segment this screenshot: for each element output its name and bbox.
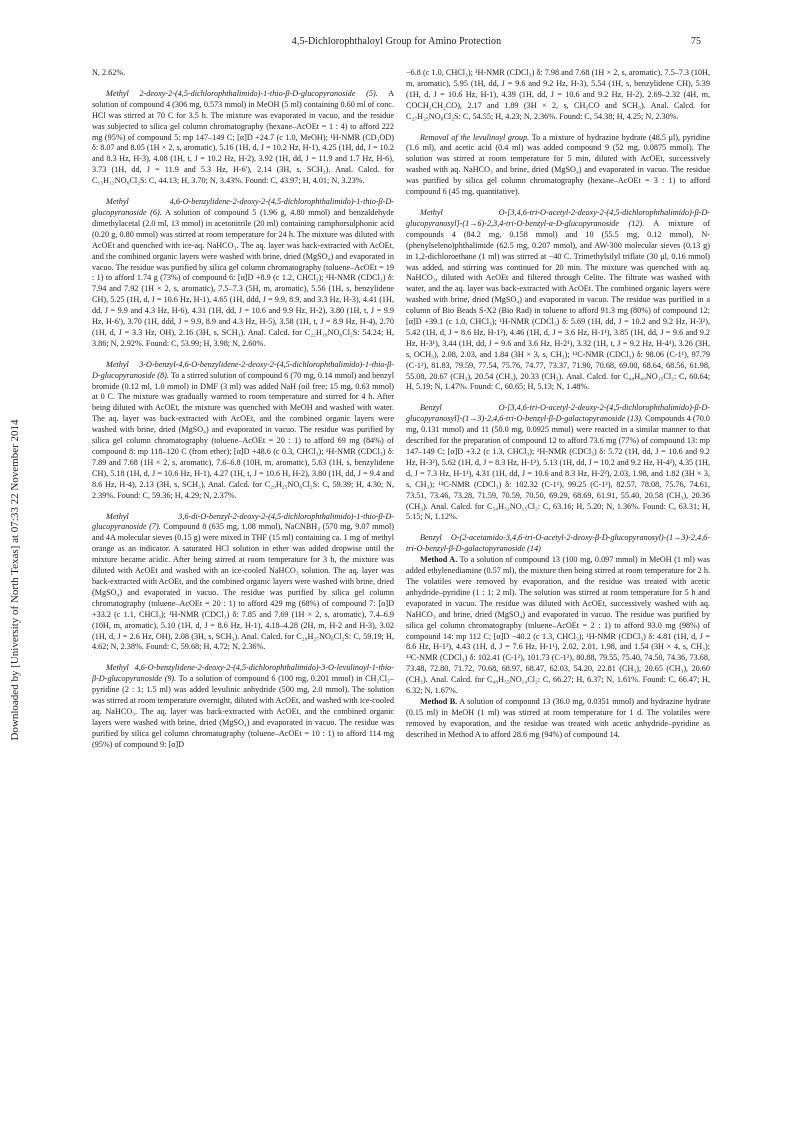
right-column [406, 68, 710, 741]
entry-body: To a solution of compound 13 (100 mg, 0.097 mmol) in MeOH (1 ml) was added ethylenediamine (0.57 ml), the mixture then being stirred at room temperature for 2 h. The volatiles were removed by evaporation, and the residue was treated with acetic anhydride–pyridine (1 : 1; 2 ml). The solution was stirred at room temperature for 5 h and evaporated in vacuo. The residue was diluted with AcOEt, successively washed with aq. NaHCO₃ and brine, dried (MgSO₄) and evaporated in vacuo. The residue was purified by silica gel column chromatography (toluene–AcOEt = 2 : 1) to afford 93.0 mg (98%) of compound 14: mp 112 C; [α]D −40.2 (c 1.3, CHCl₃); ¹H-NMR (CDCl₃) δ: 4.81 (1H, d, J = 8.6 Hz, H-1²), 4.43 (1H, d, J = 7.6 Hz, H-1¹), 2.02, 2.01, 1.98, and 1.54 (3H × 4, s, CH₃); ¹³C-NMR (CDCl₃) δ: 102.41 (C-1²), 101.73 (C-1²), 80.88, 79.55, 75.40, 74.50, 74.36, 73.68, 73.48, 72.80, 71.72, 70.68, 68.97, 68.47, 62.03, 54.20, 22.81 (CH₃), 20.65 (CH₃), 20.60 (CH₃). Anal. Calcd. for C₄₈H₅₅NO₁₄Cl₂: C, 66.27; H, 6.37; N, 1.61%. Found: C, 66.47; H, 6.32; N, 1.67%. [406, 555, 710, 696]
entry-body: A solution of compound 4 (306 mg, 0.573 mmol) in MeOH (5 ml) containing 0.60 ml of conc. HCl was stirred at 70 C for 3.5 h. The mixture was evaporated in vacuo, and the residue was subjected to silica gel column chromatography (hexane–AcOEt = 1 : 4) to afford 222 mg (95%) of compound 5: mp 147–149 C; [α]D +24.7 (c 1.0, MeOH); ¹H-NMR (CD₃OD) δ: 8.07 and 8.05 (1H × 2, s, aromatic), 5.16 (1H, d, J = 10.2 Hz, H-1), 4.25 (1H, dd, J = 10.2 and 8.3 Hz, H-3), 4.08 (1H, t, J = 10.2 Hz, H-2), 3.92 (1H, dd, J = 11.9 and 1.7 Hz, H-6), 3.73 (1H, dd, J = 11.9 and 5.3 Hz, H-6'), 2.14 (3H, s, SCH₃). Anal. Calcd. for C₁₅H₁₅NO₆Cl₂S: C, 44.13; H, 3.70; N, 3.43%. Found: C, 43.97; H, 4.01; N, 3.23%. [92, 88, 394, 186]
entry-title: Benzyl O-(2-acetamido-3,4,6-tri-O-acetyl-2-deoxy-β-D-glucopyranosyl)-(1→3)-2,4,6-tri-O-benzyl-β-D-galactopyranoside (14) [406, 533, 710, 554]
left-column [92, 68, 394, 751]
compound-entry [406, 208, 710, 393]
compound-entry [92, 89, 394, 187]
entry-title: Removal of the levulinoyl group. [420, 132, 530, 142]
entry-title: Methyl 4,6-O-benzylidene-2-deoxy-2-(4,5-dichlorophthalimido)-3-O-levulinoyl-1-thio-β-D-glucopyranoside (9). [92, 663, 394, 684]
compound-entry [406, 403, 710, 523]
entry-title: Methyl 2-deoxy-2-(4,5-dichlorophthalimido)-1-thio-β-D-glucopyranoside (5). [106, 88, 378, 98]
entry-title: Benzyl O-[3,4,6-tri-O-acetyl-2-deoxy-2-(4,5-dichlorophthalimido)-β-D-glucopyranosyl]-(1→3)-2,4,6-tri-O-benzyl-β-D-galactopyranoside (13). [406, 403, 710, 424]
entry-title: Methyl 3-O-benzyl-4,6-O-benzylidene-2-deoxy-2-(4,5-dichlorophthalimido)-1-thio-β-D-glucopyranoside (8). [92, 359, 394, 380]
paragraph [92, 68, 394, 79]
entry-title: Methyl 3,6-di-O-benzyl-2-deoxy-2-(4,5-dichlorophthalimido)-1-thio-β-D-glucopyranoside (7). [92, 511, 394, 532]
entry-body: Compounds 4 (70.0 mg, 0.131 mmol) and 11 (50.0 mg, 0.0925 mmol) were reacted in a similar manner to that described for the preparation of compound 12 to afford 73.6 mg (77%) of compound 13: mp 147–149 C; [α]D +3.2 (c 1.3, CHCl₃); ¹H-NMR (CDCl₃) δ: 5.72 (1H, dd, J = 10.6 and 9.2 Hz, H-3²), 5.62 (1H, d, J = 8.3 Hz, H-1²), 5.13 (1H, dd, J = 10.2 and 9.2 Hz, H-4²), 4.35 (1H, d, J = 7.3 Hz, H-1¹), 4.31 (1H, dd, J = 10.6 and 8.3 Hz, H-2²), 2.03, 1.98, and 1.82 (3H × 3, s, CH₃); ¹³C-NMR (CDCl₃) δ: 102.32 (C-1¹), 99.25 (C-1²), 82.57, 78.08, 75.76, 74.61, 73.51, 73.46, 73.28, 71.59, 70.59, 70.50, 69.29, 68.69, 61.91, 55.40, 20.58 (CH₃), 20.36 (CH₃). Anal. Calcd. for C₅₄H₅₃NO₁₅Cl₂: C, 63.16; H, 5.20; N, 1.36%. Found: C, 63.31; H, 5.15; N, 1.12%. [406, 414, 710, 522]
entry-body: A solution of compound 5 (1.96 g, 4.80 mmol) and benzaldehyde dimethylacetal (2.0 ml, 13 mmol) in acetonitrile (20 ml) containing camphorsulphonic acid (0.20 g, 0.80 mmol) was stirred at room temperature for 24 h. The mixture was diluted with AcOEt and quenched with ice-aq. NaHCO₃. The aq. layer was back-extracted with AcOEt, and the combined organic layers were washed with brine, dried (MgSO₄) and evaporated in vacuo. The residue was purified by silica gel column chromatography (toluene–AcOEt = 19 : 1) to afford 1.74 g (73%) of compound 6: [α]D +8.9 (c 1.2, CHCl₃); ¹H-NMR (CDCl₃) δ: 7.94 and 7.92 (1H × 2, s, aromatic), 7.5–7.3 (5H, m, aromatic), 5.56 (1H, s, benzylidene CH), 5.25 (1H, d, J = 10.6 Hz, H-1), 4.65 (1H, ddd, J = 9.9, 8.9, and 3.3 Hz, H-3), 4.41 (1H, dd, J = 9.9 and 4.3 Hz, H-6), 4.31 (1H, dd, J = 10.6 and 9.9 Hz, H-2), 3.80 (1H, t, J = 9.9 Hz, H-6'), 3.70 (1H, ddd, J = 9.9, 8.9 and 4.3 Hz, H-5), 3.58 (1H, t, J = 8.9 Hz, H-4), 2.70 (1H, d, J = 3.3 Hz, OH), 2.16 (3H, s, SCH₃). Anal. Calcd. for C₂₂H₁₉NO₆Cl₂S: 54.24; H, 3.86; N, 2.92%. Found: C, 53.99; H, 3.98; N, 2.60%. [92, 207, 394, 348]
compound-entry [406, 533, 710, 555]
download-watermark [8, 240, 22, 920]
entry-body: To a stirred solution of compound 6 (70 mg, 0.14 mmol) and benzyl bromide (0.12 ml, 1.0 mmol) in DMF (3 ml) was added NaH (oil free; 15 mg, 0.63 mmol) at 0 C. The mixture was gradually warmed to room temperature and stirred for 4 h. After being diluted with AcOEt, the mixture was quenched with MeOH and washed with water. The aq. layer was back-extracted with AcOEt, and the combined organic layers were washed with brine, dried (MgSO₄) and evaporated in vacuo. The residue was purified by silica gel column chromatography (toluene–AcOEt = 20 : 1) to afford 69 mg (84%) of compound 8: mp 118–120 C (from ether); [α]D +48.6 (c 0.3, CHCl₃); ¹H-NMR (CDCl₃) δ: 7.89 and 7.68 (1H × 2, s, aromatic), 7.6–6.8 (10H, m, aromatic), 5.63 (1H, s, benzylidene CH), 5.18 (1H, d, J = 10.6 Hz, H-1), 4.27 (1H, t, J = 10.6 H, H-2), 3.80 (1H, dd, J = 9.4 and 8.6 Hz, H-4), 2.13 (3H, s, SCH₃). Anal. Calcd. for C₂₉H₂₅NO₆Cl₂S: C, 59.39; H, 4.30; N, 2.39%. Found: C, 59.36; H, 4.29; N, 2.37%. [92, 370, 394, 500]
page-number: 75 [691, 36, 701, 47]
compound-entry [406, 133, 710, 198]
running-title: 4,5-Dichlorophthaloyl Group for Amino Protection [291, 36, 502, 47]
entry-body: A mixture of compounds 4 (84.2 mg, 0.158 mmol) and 10 (55.5 mg, 0.12 mmol), N-(phenylseleno)phthalimide (62.5 mg, 0.207 mmol), and AW-300 molecular sieves (0.13 g) in 1,2-dichloroethane (1 ml) was stirred at −40 C. Trimethylsilyl triflate (30 μl, 0.16 mmol) was added, and stirring was continued for 20 min. The mixture was quenched with aq. NaHCO₃, diluted with AcOEt and filtered through Celite. The filtrate was washed with water, and the aq. layer was back-extracted with AcOEt. The combined organic layers were washed with brine, dried (MgSO₄) and evaporated in vacuo. The residue was purified in a column of Bio Beads S-X2 (Bio Rad) in toluene to afford 91.3 mg (80%) of compound 12; [α]D +39.1 (c 1.0, CHCl₃); ¹H-NMR (CDCl₃) δ: 5.69 (1H, dd, J = 10.2 and 9.2 Hz, H-3²), 5.42 (1H, d, J = 8.6 Hz, H-1²), 4.46 (1H, d, J = 3.6 Hz, H-1¹), 3.85 (1H, dd, J = 9.6 and 9.2 Hz, H-3¹), 3.44 (1H, dd, J = 9.6 and 3.6 Hz, H-2¹), 3.32 (1H, t, J = 9.2 Hz, H-4¹), 3.26 (3H, s, OCH₃), 2.08, 2.03, and 1.84 (3H × 3, s, CH₃); ¹³C-NMR (CDCl₃) δ: 98.06 (C-1¹), 97.79 (C-1²), 81.83, 79.59, 77.54, 75.76, 74.77, 73.37, 71.90, 70.68, 69.00, 68.64, 68.56, 61.98, 55.08, 20.67 (CH₃), 20.54 (CH₃), 20.33 (CH₃). Anal. Calcd. for C₄₈H₄₉NO₁₅Cl₂: C, 60.64; H, 5.19; N, 1.47%. Found: C, 60.65; H, 5.13; N, 1.48%. [406, 218, 711, 392]
paragraph-text: N, 2.62%. [92, 68, 126, 77]
download-watermark-text: Downloaded by [University of North Texas] at 07:33 22 November 2014 [9, 419, 21, 741]
entry-title: Methyl O-[3,4,6-tri-O-acetyl-2-deoxy-2-(4,5-dichlorophthalimido)-β-D-glucopyranosyl]-(1→6)-2,3,4-tri-O-benzyl-α-D-glucopyranoside (12). [406, 207, 710, 228]
running-head [92, 36, 701, 50]
compound-entry [92, 512, 394, 654]
method-paragraph [406, 555, 710, 697]
entry-body: Compound 8 (635 mg, 1.08 mmol), NaCNBH₃ (570 mg, 9.07 mmol) and 4A molecular sieves (0.15 g) were mixed in THF (15 ml) containing ca. 1 mg of methyl orange as an indicator. A saturated HCl solution in ether was added dropwise until the mixture became acidic. After being stirred at room temperature for 3 h, the mixture was diluted with AcOEt and washed with an ice-cooled NaHCO₃ solution. The aq. layer was back-extracted with AcOEt, and the combined organic layers were washed with brine, dried (MgSO₄) and evaporated in vacuo. The residue was purified by silica gel column chromatography (toluene–AcOEt = 20 : 1) to afford 429 mg (68%) of compound 7: [α]D +33.2 (c 1.1, CHCl₃); ¹H-NMR (CDCl₃) δ: 7.85 and 7.69 (1H × 2, s, aromatic), 7.4–6.9 (10H, m, aromatic), 5.10 (1H, d, J = 8.6 Hz, H-1), 4.18–4.28 (2H, m, H-2 and H-3), 3.02 (1H, d, J = 2.6 Hz, OH), 2.08 (3H, s, SCH₃). Anal. Calcd. for C₂₉H₂₇NO₆Cl₂S: C, 59.19; H, 4.62; N, 2.38%. Found: C, 59.68; H, 4.72; N, 2.36%. [92, 522, 394, 652]
entry-body: To a mixture of hydrazine hydrate (48.5 μl), pyridine (1.6 ml), and acetic acid (0.4 ml) was added compound 9 (52 mg, 0.0875 mmol). The solution was stirred at room temperature for 5 min, diluted with AcOEt, successively washed with aq. NaHCO₃ and brine, dried (MgSO₄) and evaporated in vacuo. The residue was purified by silica gel column chromatography (hexane–AcOEt = 3 : 1) to afford compound 6 (45 mg, quantitative). [406, 132, 710, 197]
method-label: Method B. [420, 696, 458, 706]
compound-entry [92, 663, 394, 750]
entry-body: To a solution of compound 6 (100 mg, 0.201 mmol) in CH₂Cl₂–pyridine (2 : 1; 1.5 ml) was added levulinic anhydride (500 mg, 2.0 mmol). The solution was stirred at room temperature overnight, diluted with AcOEt, and washed with ice-cooled aq. NaHCO₃. The aq. layer was back-extracted with AcOEt, and the combined organic layers were washed with brine, dried (MgSO₄) and evaporated in vacuo. The residue was purified by silica gel column chromatography (toluene–AcOEt = 10 : 1) to afford 114 mg (95%) of compound 9: [α]D [92, 674, 394, 749]
method-label: Method A. [420, 555, 458, 565]
method-paragraph [406, 697, 710, 741]
entry-title: Methyl 4,6-O-benzylidene-2-deoxy-2-(4,5-dichlorophthalimido)-1-thio-β-D-glucopyranoside (6). [92, 197, 394, 217]
compound-entry [92, 360, 394, 502]
compound-entry [92, 197, 394, 350]
paragraph [406, 68, 710, 123]
entry-body: A solution of compound 13 (36.0 mg, 0.0351 mmol) and hydrazine hydrate (0.15 ml) in MeOH (1 ml) was stirred at room temperature for 1 d. The volatiles were removed by evaporation, and the residue was treated with acetic anhydride–pyridine as described in Method A to afford 28.6 mg (94%) of compound 14. [406, 696, 710, 739]
paragraph-text: −6.8 (c 1.0, CHCl₃); ¹H-NMR (CDCl₃) δ: 7.98 and 7.68 (1H × 2, s, aromatic), 7.5–7.3 (10H, m, aromatic), 5.95 (1H, dd, J = 9.6 and 9.2 Hz, H-3), 5.54 (1H, s, benzylidene CH), 5.39 (1H, d, J = 10.6 Hz, H-1), 4.39 (1H, dd, J = 10.6 and 9.2 Hz, H-2), 2.69–2.32 (4H, m, COCH₂CH₂CO), 2.17 and 1.89 (3H × 2, s, CH₃CO and SCH₃). Anal. Calcd. for C₂₇H₂₅NO₈Cl₂S: C, 54.55; H, 4.23; N, 2.36%. Found: C, 54.38; H, 4.25; N, 2.30%. [406, 68, 710, 121]
